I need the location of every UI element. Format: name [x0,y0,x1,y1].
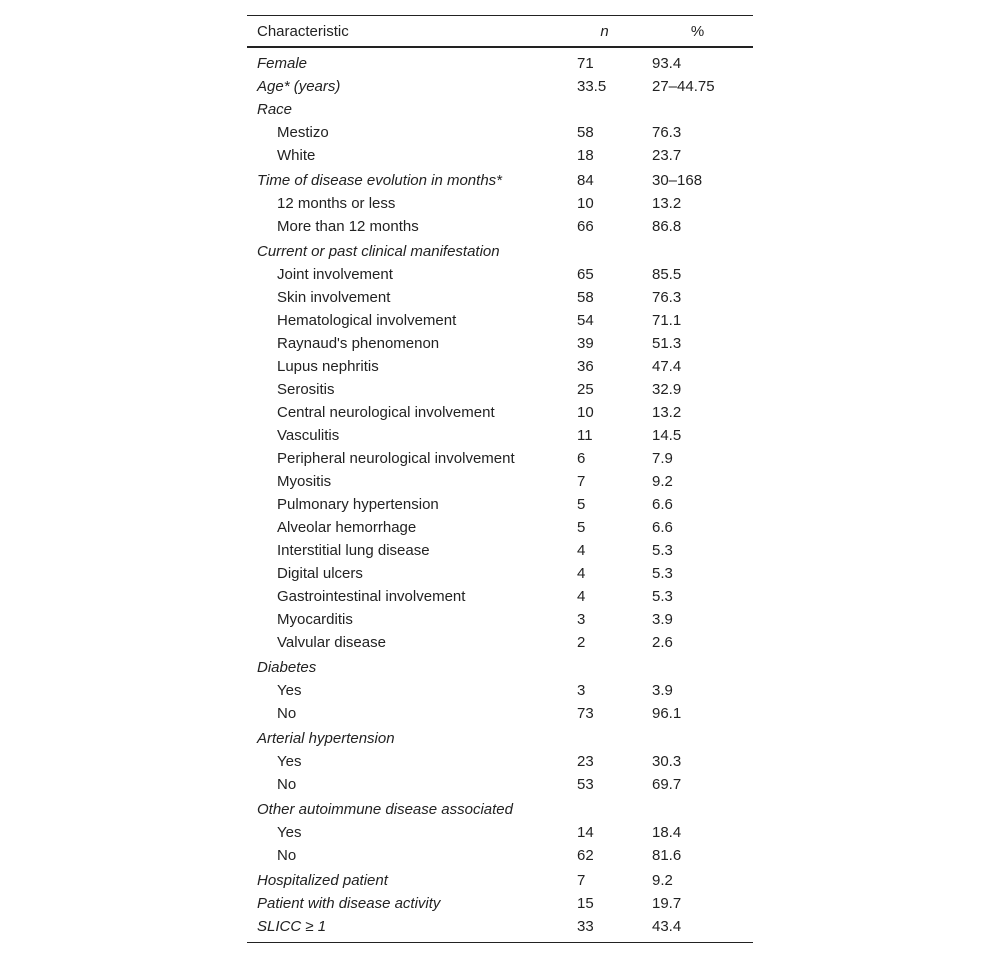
table-row [247,562,753,585]
row-percent-value: 5.3 [652,542,673,559]
row-category-label: Female [257,55,308,72]
table-row [247,215,753,238]
table-row [247,121,753,144]
row-percent-value [642,796,753,821]
row-n-value: 4 [577,542,586,559]
row-n-value: 6 [577,450,586,467]
row-subitem-label: Myositis [277,473,332,490]
row-subitem-label: No [277,705,297,722]
row-n-value [567,654,642,679]
row-subitem-label: Raynaud's phenomenon [277,335,440,352]
characteristics-table [247,15,753,942]
row-percent-value: 27–44.75 [652,78,715,95]
row-n-value [567,238,642,263]
table-row [247,167,753,192]
table-row [247,702,753,725]
row-percent-value: 30–168 [652,172,703,189]
row-subitem-label: Peripheral neurological involvement [277,450,515,467]
row-percent-value: 86.8 [652,218,682,235]
row-percent-value: 47.4 [652,358,682,375]
row-n-value: 18 [577,147,594,164]
table-bottom-rule [247,942,753,943]
row-n-value: 53 [577,776,594,793]
row-percent-value: 7.9 [652,450,673,467]
row-subitem-label: White [277,147,316,164]
table-header [247,16,753,48]
row-percent-value: 13.2 [652,195,682,212]
row-percent-value: 3.9 [652,682,673,699]
table-row [247,821,753,844]
row-percent-value: 43.4 [652,918,682,935]
row-percent-value: 76.3 [652,289,682,306]
row-percent-value: 6.6 [652,519,673,536]
header-row [247,16,753,48]
row-subitem-label: Gastrointestinal involvement [277,588,466,605]
row-subitem-label: Yes [277,753,302,770]
row-n-value: 84 [577,172,594,189]
row-n-value: 25 [577,381,594,398]
row-n-value [567,796,642,821]
table-row [247,796,753,821]
row-n-value: 10 [577,195,594,212]
row-subitem-label: Lupus nephritis [277,358,379,375]
row-n-value: 58 [577,289,594,306]
row-percent-value: 19.7 [652,895,682,912]
table-row [247,263,753,286]
row-n-value: 15 [577,895,594,912]
table-row [247,516,753,539]
table-row [247,608,753,631]
table-row [247,654,753,679]
table-row [247,631,753,654]
row-n-value: 39 [577,335,594,352]
table-row [247,355,753,378]
row-category-label: SLICC ≥ 1 [257,918,327,935]
characteristics-table-container [247,15,753,943]
row-n-value: 3 [577,682,586,699]
row-category-label: Current or past clinical manifestation [257,243,500,260]
row-percent-value [642,654,753,679]
row-percent-value: 69.7 [652,776,682,793]
row-n-value: 58 [577,124,594,141]
row-n-value: 33 [577,918,594,935]
row-n-value: 14 [577,824,594,841]
table-row [247,401,753,424]
row-n-value: 23 [577,753,594,770]
row-category-label: Arterial hypertension [257,730,395,747]
row-n-value: 3 [577,611,586,628]
table-row [247,750,753,773]
row-n-value [567,725,642,750]
table-row [247,892,753,915]
row-subitem-label: Vasculitis [277,427,340,444]
table-row [247,539,753,562]
table-row [247,844,753,867]
row-n-value: 2 [577,634,586,651]
table-row [247,867,753,892]
row-category-label: Other autoimmune disease associated [257,801,513,818]
row-percent-value [642,98,753,121]
row-percent-value: 96.1 [652,705,682,722]
table-row [247,447,753,470]
table-row [247,309,753,332]
row-percent-value: 9.2 [652,872,673,889]
row-category-label: Patient with disease activity [257,895,441,912]
row-subitem-label: No [277,847,297,864]
header-n: n [600,22,609,40]
row-percent-value: 13.2 [652,404,682,421]
row-subitem-label: Hematological involvement [277,312,457,329]
row-subitem-label: Pulmonary hypertension [277,496,439,513]
row-subitem-label: Joint involvement [277,266,393,283]
row-category-label: Hospitalized patient [257,872,388,889]
row-percent-value: 93.4 [652,55,682,72]
table-row [247,47,753,75]
table-row [247,238,753,263]
table-row [247,493,753,516]
row-n-value: 66 [577,218,594,235]
row-percent-value [642,725,753,750]
table-row [247,378,753,401]
row-n-value: 4 [577,588,586,605]
row-n-value: 5 [577,496,586,513]
row-percent-value: 5.3 [652,565,673,582]
table-row [247,470,753,493]
row-n-value: 73 [577,705,594,722]
table-row [247,98,753,121]
row-n-value: 5 [577,519,586,536]
row-n-value: 11 [577,427,593,444]
row-subitem-label: Mestizo [277,124,329,141]
row-category-label: Race [257,101,293,118]
table-row [247,679,753,702]
row-subitem-label: 12 months or less [277,195,396,212]
row-n-value: 71 [577,55,594,72]
row-percent-value: 71.1 [652,312,682,329]
row-percent-value: 81.6 [652,847,682,864]
row-subitem-label: Skin involvement [277,289,391,306]
row-percent-value: 23.7 [652,147,682,164]
table-row [247,144,753,167]
row-subitem-label: Digital ulcers [277,565,363,582]
row-category-label: Age* (years) [257,78,341,95]
row-n-value: 65 [577,266,594,283]
table-row [247,332,753,355]
row-subitem-label: Yes [277,824,302,841]
table-row [247,286,753,309]
table-row [247,725,753,750]
header-percent: % [690,22,705,40]
row-percent-value: 14.5 [652,427,682,444]
header-characteristic: Characteristic [257,22,349,40]
row-n-value: 33.5 [577,78,607,95]
row-n-value: 7 [577,473,586,490]
row-percent-value: 76.3 [652,124,682,141]
row-n-value: 54 [577,312,594,329]
row-subitem-label: Yes [277,682,302,699]
table-body [247,47,753,942]
row-percent-value: 3.9 [652,611,673,628]
table-row [247,75,753,98]
row-percent-value: 30.3 [652,753,682,770]
row-subitem-label: Interstitial lung disease [277,542,430,559]
table-row [247,585,753,608]
row-n-value: 7 [577,872,586,889]
row-percent-value: 18.4 [652,824,682,841]
row-percent-value: 6.6 [652,496,673,513]
row-subitem-label: Central neurological involvement [277,404,495,421]
table-row [247,192,753,215]
row-percent-value: 85.5 [652,266,682,283]
row-subitem-label: Myocarditis [277,611,353,628]
row-n-value: 4 [577,565,586,582]
row-percent-value: 2.6 [652,634,673,651]
row-subitem-label: Valvular disease [277,634,386,651]
row-subitem-label: No [277,776,297,793]
row-n-value: 62 [577,847,594,864]
row-percent-value: 51.3 [652,335,682,352]
row-n-value [567,98,642,121]
table-row [247,915,753,942]
row-percent-value: 32.9 [652,381,682,398]
row-percent-value [642,238,753,263]
row-percent-value: 9.2 [652,473,673,490]
row-subitem-label: Serositis [277,381,335,398]
row-percent-value: 5.3 [652,588,673,605]
table-row [247,424,753,447]
row-subitem-label: More than 12 months [277,218,419,235]
row-category-label: Time of disease evolution in months* [257,172,502,189]
row-category-label: Diabetes [257,659,317,676]
table-row [247,773,753,796]
row-n-value: 10 [577,404,594,421]
row-subitem-label: Alveolar hemorrhage [277,519,417,536]
row-n-value: 36 [577,358,594,375]
